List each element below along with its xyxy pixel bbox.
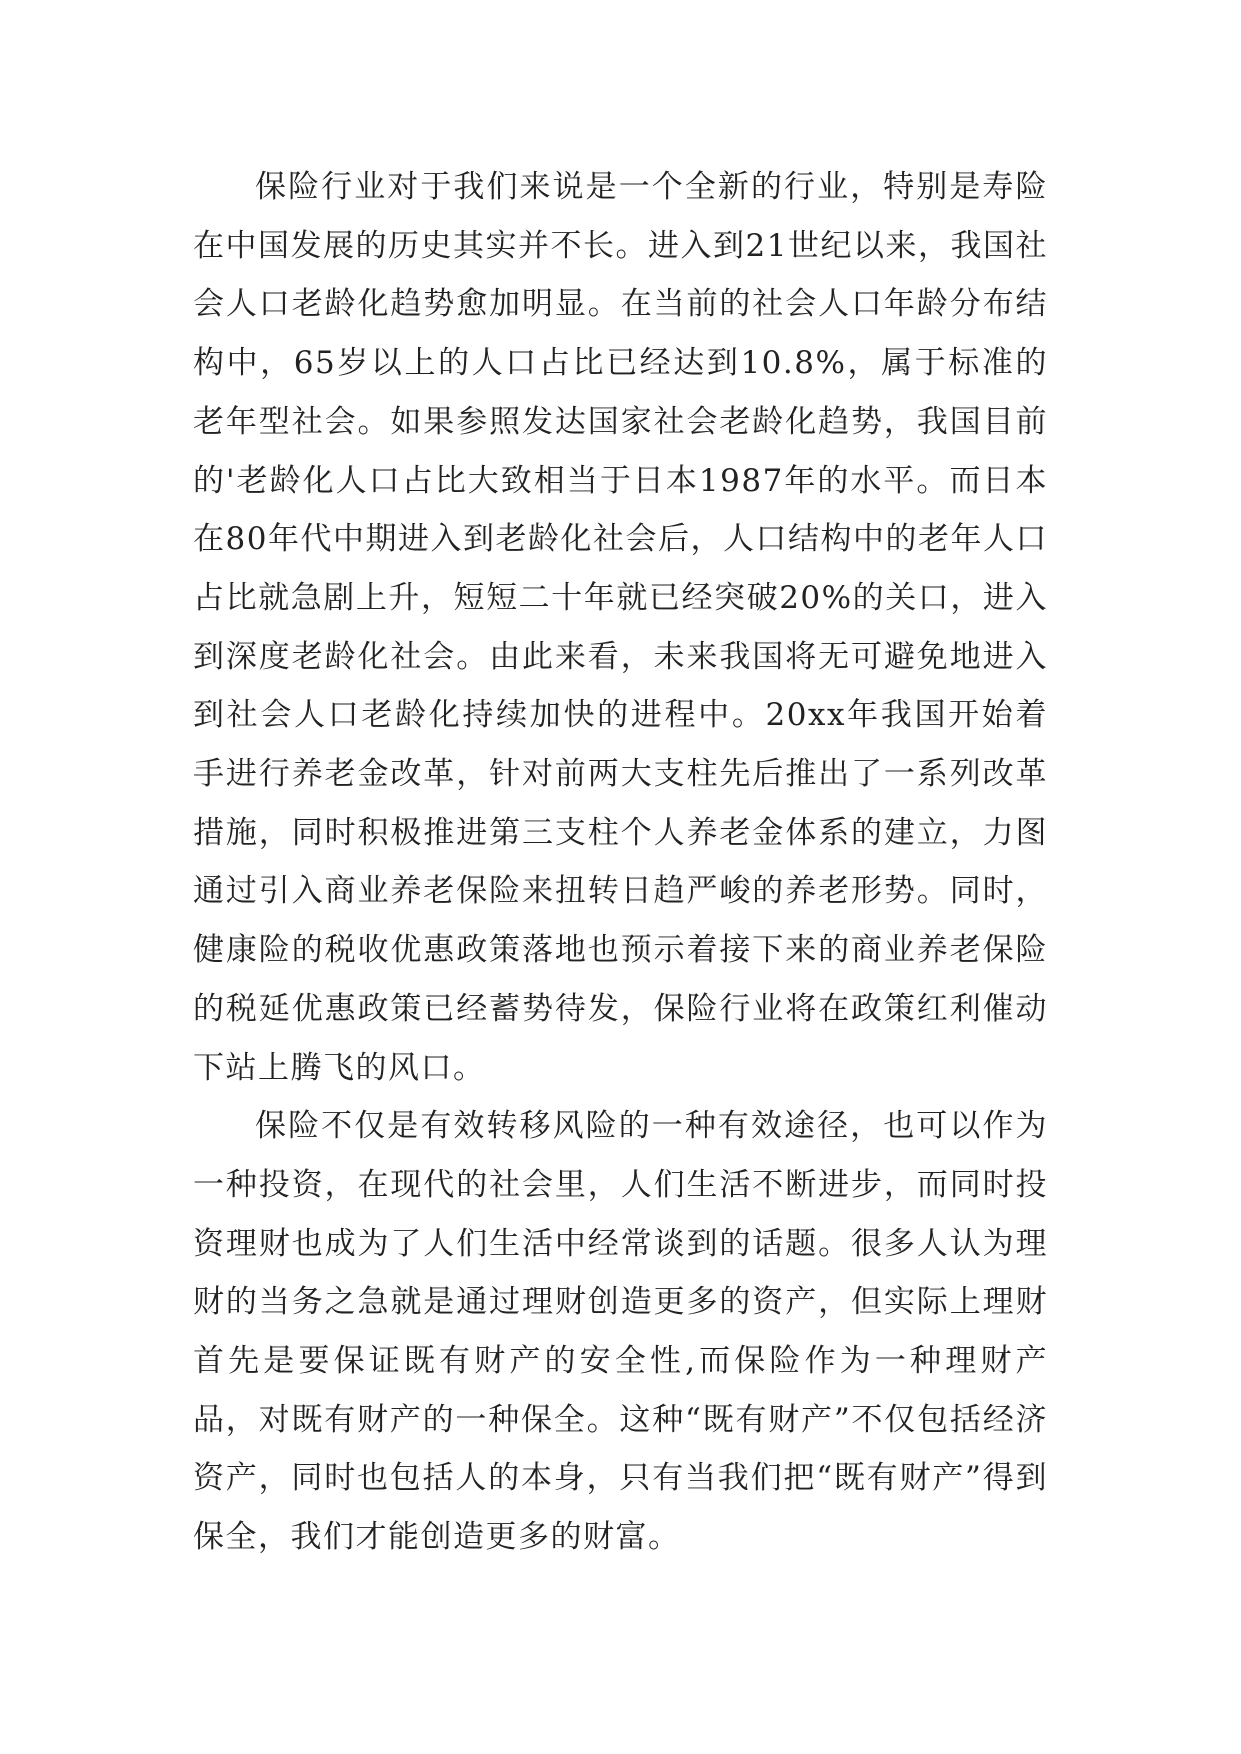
document-body	[193, 158, 1048, 1567]
paragraph-1: 保险行业对于我们来说是一个全新的行业，特别是寿险在中国发展的历史其实并不长。进入到21世纪以来，我国社会人口老龄化趋势愈加明显。在当前的社会人口年龄分布结构中，65岁以上的人口占比已经达到10.8%，属于标准的老年型社会。如果参照发达国家社会老龄化趋势，我国目前的'老龄化人口占比大致相当于日本1987年的水平。而日本在80年代中期进入到老龄化社会后，人口结构中的老年人口占比就急剧上升，短短二十年就已经突破20%的关口，进入到深度老龄化社会。由此来看，未来我国将无可避免地进入到社会人口老龄化持续加快的进程中。20xx年我国开始着手进行养老金改革，针对前两大支柱先后推出了一系列改革措施，同时积极推进第三支柱个人养老金体系的建立，力图通过引入商业养老保险来扭转日趋严峻的养老形势。同时，健康险的税收优惠政策落地也预示着接下来的商业养老保险的税延优惠政策已经蓄势待发，保险行业将在政策红利催动下站上腾飞的风口。	[193, 169, 1048, 1086]
paragraph-2: 保险不仅是有效转移风险的一种有效途径，也可以作为一种投资，在现代的社会里，人们生活不断进步，而同时投资理财也成为了人们生活中经常谈到的话题。很多人认为理财的当务之急就是通过理财创造更多的资产，但实际上理财首先是要保证既有财产的安全性,而保险作为一种理财产品，对既有财产的一种保全。这种“既有财产”不仅包括经济资产，同时也包括人的本身，只有当我们把“既有财产”得到保全，我们才能创造更多的财富。	[193, 1108, 1048, 1556]
